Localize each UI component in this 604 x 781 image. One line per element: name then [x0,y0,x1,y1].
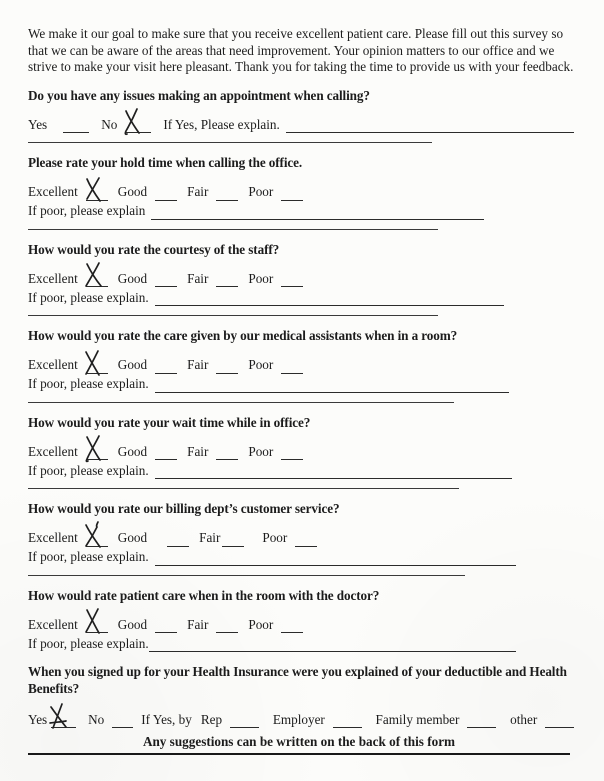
no-label: No [88,711,105,727]
rating-blank-fair[interactable] [222,533,244,547]
continuation-line[interactable] [28,574,465,576]
rating-option-good: Good [117,270,148,286]
employer-blank[interactable] [333,714,362,728]
other-blank[interactable] [545,714,574,728]
if-poor-line [28,202,574,220]
rating-option-poor: Poor [262,530,288,545]
rating-question-doctor-care [28,588,574,653]
rating-option-poor: Poor [248,616,274,632]
rating-question-staff-courtesy [28,242,574,317]
yes-blank[interactable] [63,119,89,133]
rating-option-fair: Fair [187,616,209,632]
appointment-answer-line [28,113,574,133]
no-blank[interactable] [112,714,133,728]
if-poor-label: If poor, please explain. [28,635,149,651]
rating-blank-poor[interactable] [281,273,303,287]
rating-line [28,613,574,633]
employer-label: Employer [272,711,325,727]
rating-option-good: Good [117,184,148,199]
question-heading: How would you rate our billing dept’s customer service? [28,501,340,516]
yes-label: Yes [28,711,48,727]
insurance-answer-line [28,708,574,728]
explain-blank[interactable] [155,292,504,306]
if-poor-label: If poor, please explain. [28,549,149,564]
if-poor-label: If poor, please explain [28,203,146,218]
if-poor-label: If poor, please explain. [28,462,149,478]
rating-blank-poor[interactable] [295,533,317,547]
explain-blank[interactable] [155,379,509,393]
rating-option-fair: Fair [199,530,221,545]
rating-blank-fair[interactable] [216,360,238,374]
rating-blank-fair[interactable] [216,446,238,460]
handwritten-x-mark [83,607,103,637]
rating-option-excellent: Excellent [28,616,78,632]
rating-blank-fair[interactable] [216,187,238,201]
rating-blank-good[interactable] [155,360,177,374]
rating-blank-poor[interactable] [281,446,303,460]
if-poor-line [28,548,574,566]
question-heading: Do you have any issues making an appointment when calling? [28,87,370,103]
rating-blank-good[interactable] [155,273,177,287]
family-member-blank[interactable] [467,714,496,728]
question-heading: Please rate your hold time when calling the office. [28,155,303,170]
explain-blank[interactable] [149,638,516,652]
rating-blank-good[interactable] [155,446,177,460]
continuation-line[interactable] [28,314,438,316]
rating-blank-poor[interactable] [281,360,303,374]
footer-note: Any suggestions can be written on the back of this form [142,734,456,749]
question-heading: How would you rate your wait time while in office? [28,414,311,430]
handwritten-x-mark [83,175,103,205]
question-appointment [28,88,574,144]
rating-option-fair: Fair [187,184,209,199]
rating-line [28,354,574,374]
continuation-line[interactable] [28,487,459,489]
rating-line [28,181,574,201]
rating-option-good: Good [117,443,148,459]
rating-option-poor: Poor [248,443,274,459]
if-poor-line [28,288,574,306]
other-label: other [510,711,538,727]
continuation-line[interactable] [28,228,438,230]
rating-blank-good[interactable] [167,533,189,547]
family-member-label: Family member [375,711,460,727]
rating-blank-excellent[interactable] [86,360,108,374]
if-poor-line [28,375,574,393]
question-insurance [28,664,574,728]
explain-blank[interactable] [151,206,484,220]
no-blank[interactable] [125,119,151,133]
rating-option-good: Good [117,357,148,372]
handwritten-x-mark [83,261,103,291]
if-poor-label: If poor, please explain. [28,289,149,305]
continuation-line[interactable] [28,401,454,403]
if-yes-explain-label: If Yes, Please explain. [163,116,280,132]
footer-rule [28,734,570,755]
rating-blank-excellent[interactable] [86,273,108,287]
rep-blank[interactable] [230,714,259,728]
rating-question-medical-assistants [28,328,574,403]
rating-blank-excellent[interactable] [86,187,108,201]
handwritten-x-mark [122,107,142,137]
rating-question-hold-time [28,155,574,230]
rating-option-good: Good [117,530,148,545]
rating-option-excellent: Excellent [28,530,78,545]
rating-blank-excellent[interactable] [86,619,108,633]
if-poor-line [28,634,574,652]
no-label: No [101,116,118,132]
rating-blank-poor[interactable] [281,187,303,201]
rating-question-wait-time [28,415,574,490]
question-heading: How would you rate the care given by our medical assistants when in a room? [28,328,458,343]
handwritten-x-mark [83,521,103,551]
rating-option-excellent: Excellent [28,184,78,199]
continuation-line[interactable] [28,141,432,143]
yes-blank[interactable] [51,714,76,728]
rating-option-poor: Poor [248,357,274,372]
explain-blank[interactable] [155,552,516,566]
handwritten-x-mark [48,702,68,732]
rating-option-fair: Fair [187,443,209,459]
rating-question-billing-dept [28,501,574,576]
question-heading: How would you rate the courtesy of the staff? [28,241,280,257]
rating-option-good: Good [117,616,148,632]
if-poor-line [28,461,574,479]
rating-blank-poor[interactable] [281,619,303,633]
rating-option-excellent: Excellent [28,443,78,459]
handwritten-x-mark [83,434,103,464]
rating-blank-excellent[interactable] [86,446,108,460]
rating-option-excellent: Excellent [28,357,78,372]
if-poor-label: If poor, please explain. [28,376,149,391]
rating-line [28,267,574,287]
rating-blank-fair[interactable] [216,619,238,633]
rating-option-poor: Poor [248,184,274,199]
if-yes-by-label: If Yes, by [141,711,192,727]
question-heading: When you signed up for your Health Insurance were you explained of your deductible and Health Benefits? [28,664,567,696]
rating-option-poor: Poor [248,270,274,286]
rating-option-fair: Fair [187,270,209,286]
rating-blank-excellent[interactable] [86,533,108,547]
explain-blank[interactable] [286,119,574,133]
rating-option-excellent: Excellent [28,270,78,286]
rating-option-fair: Fair [187,357,209,372]
question-heading: How would rate patient care when in the room with the doctor? [28,587,380,603]
handwritten-x-mark [83,348,103,378]
yes-label: Yes [28,116,48,132]
intro-paragraph: We make it our goal to make sure that you receive excellent patient care. Please fill out this survey so that we can be aware of the areas that need improvement. Your opinion matters to our office and we strive to make your visit here pleasant. Thank you for taking the time to provide us with your feedback. [28,26,574,74]
rating-blank-fair[interactable] [216,273,238,287]
rating-line [28,440,574,460]
rating-blank-good[interactable] [155,619,177,633]
rating-line [28,527,574,547]
rating-blank-good[interactable] [155,187,177,201]
rep-label: Rep [200,711,223,727]
explain-blank[interactable] [155,465,512,479]
